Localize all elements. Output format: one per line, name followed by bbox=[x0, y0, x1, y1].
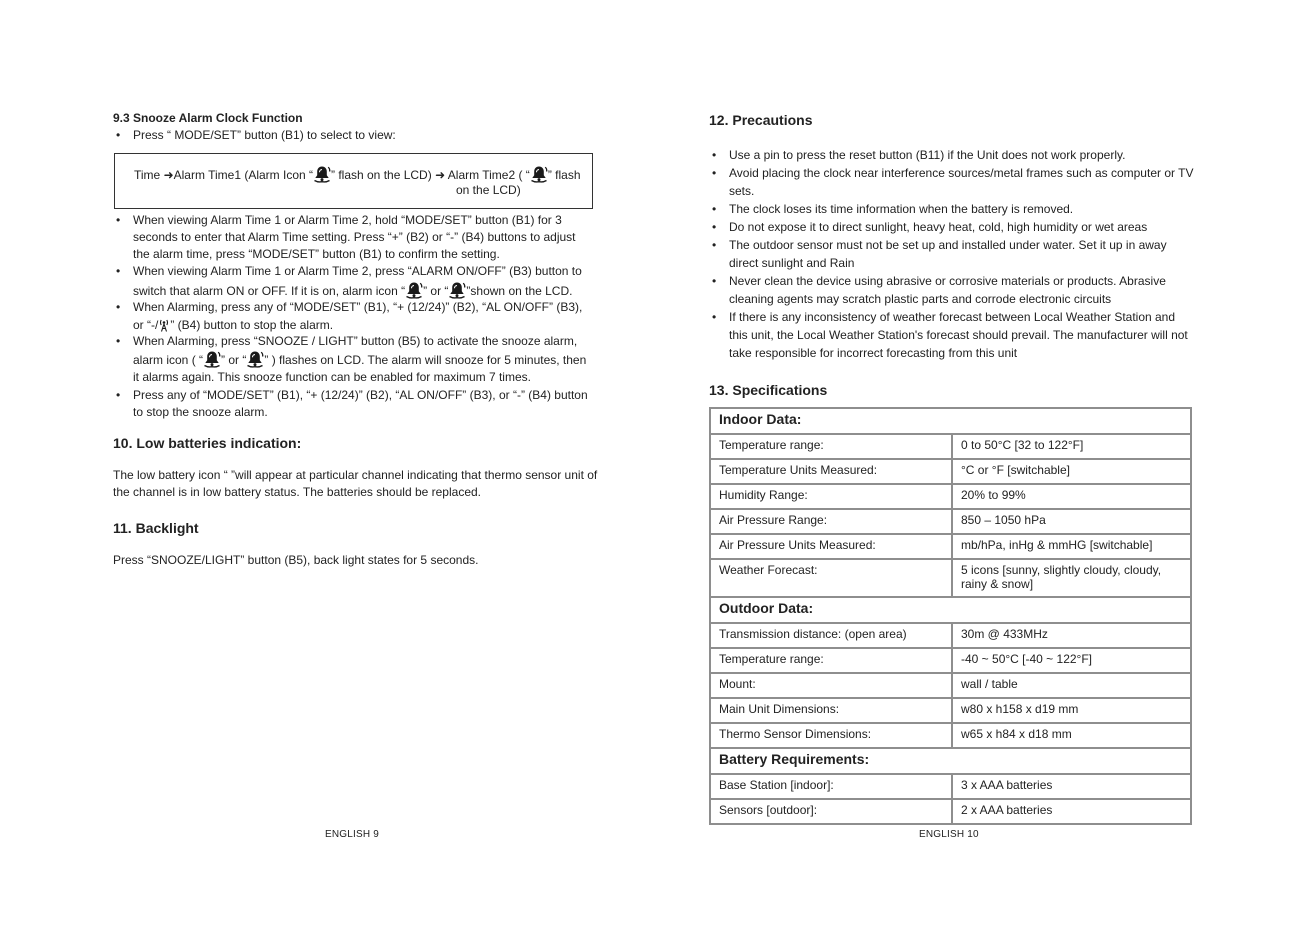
table-row bbox=[710, 698, 1191, 723]
arrow-right-icon: ➜ bbox=[163, 168, 174, 182]
box-alarm1-a: Alarm Time1 (Alarm Icon “ bbox=[173, 168, 313, 182]
alarm-bell-icon bbox=[530, 165, 548, 183]
table-row bbox=[710, 774, 1191, 799]
spec-label: Air Pressure Units Measured: bbox=[710, 534, 952, 559]
table-row bbox=[710, 559, 1191, 597]
page-footer-left: ENGLISH 9 bbox=[325, 829, 380, 840]
section-11-text: Press “SNOOZE/LIGHT” button (B5), back light states for 5 seconds. bbox=[113, 553, 479, 567]
alarm-bell-icon bbox=[448, 281, 466, 299]
spec-label: Weather Forecast: bbox=[710, 559, 952, 597]
spec-label: Transmission distance: (open area) bbox=[710, 623, 952, 648]
list-item: • The clock loses its time information when the battery is removed. bbox=[709, 200, 1194, 218]
battery-requirements-title: Battery Requirements: bbox=[710, 748, 1191, 774]
spec-value: 850 – 1050 hPa bbox=[952, 509, 1191, 534]
list-item: • When viewing Alarm Time 1 or Alarm Time 2, hold “MODE/SET” button (B1) for 3 seconds to enter that Alarm Time setting. Press “+” (B2) or “-” (B4) buttons to adjust the alarm time, press “MODE/SET” button (B1) to confirm the setting. bbox=[113, 212, 593, 263]
outdoor-data-title: Outdoor Data: bbox=[710, 597, 1191, 623]
spec-value: °C or °F [switchable] bbox=[952, 459, 1191, 484]
spec-value: 5 icons [sunny, slightly cloudy, cloudy, rainy & snow] bbox=[952, 559, 1191, 597]
indoor-data-title: Indoor Data: bbox=[710, 408, 1191, 434]
table-row bbox=[710, 484, 1191, 509]
list-item bbox=[113, 298, 593, 334]
list-item bbox=[113, 333, 593, 386]
arrow-right-icon: ➜ bbox=[435, 168, 446, 182]
table-row bbox=[710, 648, 1191, 673]
spec-value: 3 x AAA batteries bbox=[952, 774, 1191, 799]
list-item: • Use a pin to press the reset button (B11) if the Unit does not work properly. bbox=[709, 146, 1194, 164]
snooze-text-c: ” ) flashes on LCD. The alarm will snooze for 5 minutes, then it alarms again. This snooze function can be enabled for maximum 7 times. bbox=[133, 353, 587, 384]
list-item bbox=[113, 262, 593, 301]
spec-value: 0 to 50°C [32 to 122°F] bbox=[952, 434, 1191, 459]
table-row bbox=[710, 623, 1191, 648]
table-section-row bbox=[710, 408, 1191, 434]
alarm-sequence-box bbox=[114, 153, 593, 209]
list-item: • If there is any inconsistency of weather forecast between Local Weather Station and this unit, the Local Weather Station's forecast should prevail. The manufacturer will not take responsible for incorrect forecasting from this unit bbox=[709, 308, 1194, 362]
section-13-heading: 13. Specifications bbox=[709, 382, 828, 398]
spec-label: Temperature Units Measured: bbox=[710, 459, 952, 484]
spec-value: 2 x AAA batteries bbox=[952, 799, 1191, 824]
alarm-bell-icon bbox=[246, 350, 264, 368]
section-12-heading: 12. Precautions bbox=[709, 112, 813, 128]
alarm-bell-icon bbox=[313, 165, 331, 183]
list-item: • Never clean the device using abrasive or corrosive materials or products. Abrasive cleaning agents may scratch plastic parts and corrode electronic circuits bbox=[709, 272, 1194, 308]
spec-label: Sensors [outdoor]: bbox=[710, 799, 952, 824]
spec-label: Main Unit Dimensions: bbox=[710, 698, 952, 723]
stop-text-b: ” (B4) button to stop the alarm. bbox=[170, 318, 334, 332]
alarm-bell-icon bbox=[203, 350, 221, 368]
table-row bbox=[710, 534, 1191, 559]
precautions-list bbox=[709, 146, 1194, 362]
spec-label: Temperature range: bbox=[710, 434, 952, 459]
section-11-heading: 11. Backlight bbox=[113, 520, 199, 536]
spec-label: Base Station [indoor]: bbox=[710, 774, 952, 799]
section-9-3-heading: 9.3 Snooze Alarm Clock Function bbox=[113, 111, 303, 125]
spec-value: -40 ~ 50°C [-40 ~ 122°F] bbox=[952, 648, 1191, 673]
table-section-row bbox=[710, 748, 1191, 774]
box-alarm2-c: on the LCD) bbox=[456, 183, 521, 197]
alarm-bell-icon bbox=[405, 281, 423, 299]
spec-value: wall / table bbox=[952, 673, 1191, 698]
list-item: • Press “ MODE/SET” button (B1) to select to view: bbox=[113, 127, 603, 144]
snooze-text-a: When Alarming, press “SNOOZE / LIGHT” button (B5) to activate the snooze alarm, alarm icon ( “ bbox=[133, 334, 578, 367]
section-9-3-bullet-list bbox=[113, 212, 593, 421]
list-item: • Press any of “MODE/SET” (B1), “+ (12/24)” (B2), “AL ON/OFF” (B3), or “-” (B4) button to stop the snooze alarm. bbox=[113, 387, 593, 421]
spec-value: mb/hPa, inHg & mmHG [switchable] bbox=[952, 534, 1191, 559]
table-section-row bbox=[710, 597, 1191, 623]
table-row bbox=[710, 799, 1191, 824]
section-10-heading: 10. Low batteries indication: bbox=[113, 435, 302, 451]
list-item: • Avoid placing the clock near interference sources/metal frames such as computer or TV sets. bbox=[709, 164, 1194, 200]
list-item: • Do not expose it to direct sunlight, heavy heat, cold, high humidity or wet areas bbox=[709, 218, 1194, 236]
table-row bbox=[710, 723, 1191, 748]
spec-label: Humidity Range: bbox=[710, 484, 952, 509]
stop-text-a: When Alarming, press any of “MODE/SET” (B1), “+ (12/24)” (B2), “AL ON/OFF” (B3), or “-/ bbox=[133, 300, 583, 332]
spec-label: Mount: bbox=[710, 673, 952, 698]
snooze-text-b: ” or “ bbox=[221, 353, 247, 367]
spec-label: Temperature range: bbox=[710, 648, 952, 673]
section-10-text: The low battery icon “ ”will appear at particular channel indicating that thermo sensor unit of the channel is in low battery status. The batteries should be replaced. bbox=[113, 468, 598, 499]
section-9-3-intro-list bbox=[113, 127, 603, 144]
spec-label: Air Pressure Range: bbox=[710, 509, 952, 534]
spec-label: Thermo Sensor Dimensions: bbox=[710, 723, 952, 748]
box-alarm2-b: ” flash bbox=[547, 168, 581, 182]
box-alarm2-a: Alarm Time2 ( “ bbox=[447, 168, 530, 182]
antenna-icon bbox=[158, 318, 170, 332]
specifications-table bbox=[709, 407, 1192, 825]
box-alarm1-b: ” flash on the LCD) bbox=[331, 168, 432, 182]
on-off-text-b: ” or “ bbox=[423, 284, 449, 298]
on-off-text-c: ”shown on the LCD. bbox=[466, 284, 573, 298]
table-row bbox=[710, 459, 1191, 484]
table-row bbox=[710, 509, 1191, 534]
on-off-text-a: When viewing Alarm Time 1 or Alarm Time 2, press “ALARM ON/OFF” (B3) button to switch that alarm ON or OFF. If it is on, alarm icon “ bbox=[133, 264, 582, 298]
left-page bbox=[113, 0, 603, 952]
spec-value: 30m @ 433MHz bbox=[952, 623, 1191, 648]
page-footer-right: ENGLISH 10 bbox=[919, 829, 979, 840]
list-item: • The outdoor sensor must not be set up and installed under water. Set it up in away direct sunlight and Rain bbox=[709, 236, 1194, 272]
spec-value: w80 x h158 x d19 mm bbox=[952, 698, 1191, 723]
spec-value: w65 x h84 x d18 mm bbox=[952, 723, 1191, 748]
spec-value: 20% to 99% bbox=[952, 484, 1191, 509]
table-row bbox=[710, 673, 1191, 698]
right-page bbox=[709, 0, 1194, 952]
table-row bbox=[710, 434, 1191, 459]
box-time-label: Time bbox=[134, 168, 161, 182]
